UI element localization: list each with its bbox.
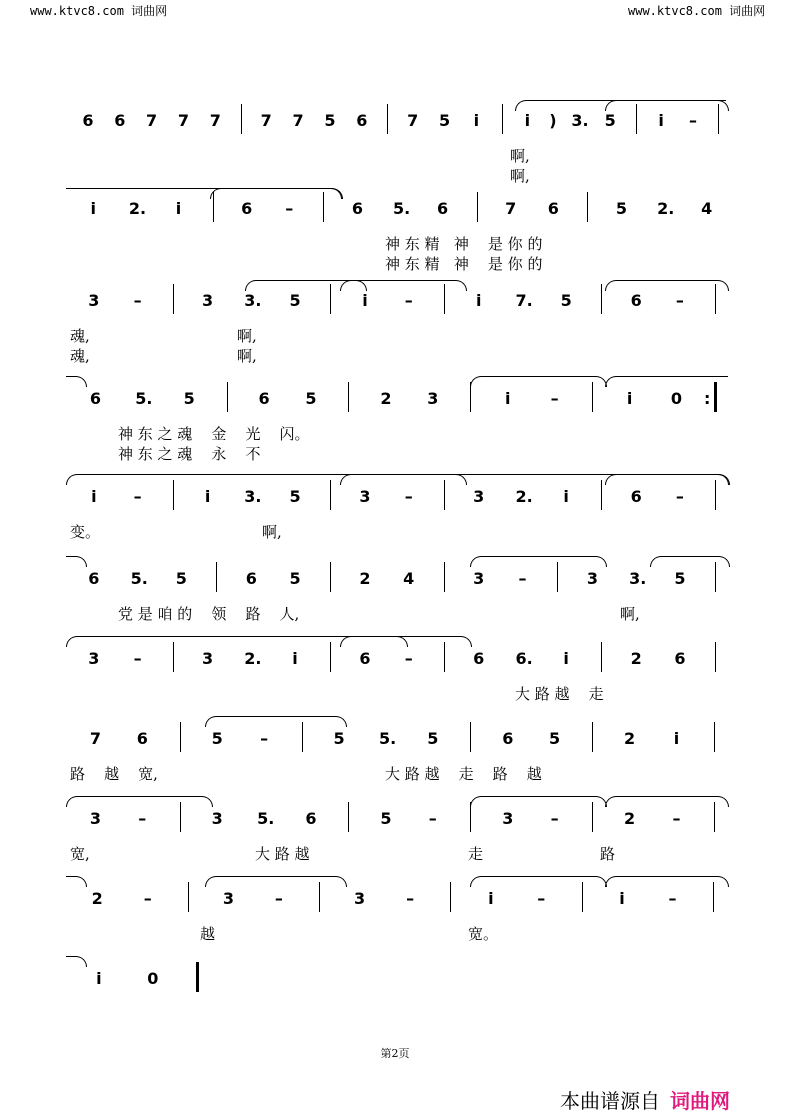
score-note: 5. bbox=[257, 809, 275, 828]
score-note: 6 bbox=[630, 487, 642, 506]
lyric-text: 大 路 越 走 bbox=[515, 685, 604, 703]
score-note: i bbox=[488, 889, 494, 908]
score-note: 3 bbox=[201, 291, 214, 310]
score-note: 3 bbox=[359, 487, 371, 506]
score-note: 5 bbox=[175, 569, 187, 588]
lyric-text: 宽, bbox=[70, 845, 90, 863]
score-note: – bbox=[404, 487, 413, 506]
score-note: – bbox=[406, 889, 415, 908]
score-note: 3 bbox=[88, 291, 100, 310]
barline bbox=[188, 882, 189, 912]
score-note: 6 bbox=[241, 199, 253, 218]
lyric-text: 魂, bbox=[70, 327, 90, 345]
repeat-colon: : bbox=[703, 389, 711, 408]
score-note: 5 bbox=[183, 389, 195, 408]
score-note: – bbox=[550, 389, 559, 408]
score-note: 7. bbox=[515, 291, 533, 310]
score-note: – bbox=[672, 809, 681, 828]
score-note: 5 bbox=[289, 487, 301, 506]
barline bbox=[227, 382, 228, 412]
score-note: 3. bbox=[244, 487, 262, 506]
tie-slur bbox=[470, 376, 607, 387]
score-note: i bbox=[626, 389, 633, 408]
tie-slur bbox=[605, 100, 729, 111]
score-note: i bbox=[505, 389, 511, 408]
barline bbox=[601, 642, 602, 672]
score-note: 2 bbox=[630, 649, 642, 668]
score-note: 7 bbox=[89, 729, 101, 748]
score-note: 3 bbox=[354, 889, 366, 908]
barline bbox=[180, 722, 181, 752]
lyric-text: 党 是 咱 的 领 路 人, bbox=[118, 605, 300, 623]
score-note: i bbox=[563, 649, 569, 668]
score-note: i bbox=[673, 729, 680, 748]
lyric-text: 神 东 精 神 是 你 的 bbox=[385, 255, 543, 273]
score-note: 5 bbox=[289, 291, 301, 310]
score-note: 5 bbox=[289, 569, 301, 588]
score-note: 6 bbox=[356, 111, 368, 130]
tie-slur bbox=[340, 474, 467, 485]
barline bbox=[601, 284, 602, 314]
score-note: 3 bbox=[201, 649, 214, 668]
lyric-text: 大 路 越 走 路 越 bbox=[385, 765, 542, 783]
barline bbox=[348, 802, 349, 832]
tie-slur bbox=[470, 556, 607, 567]
score-note: 3 bbox=[473, 569, 485, 588]
score-note: 6 bbox=[258, 389, 270, 408]
score-note: 0 bbox=[670, 389, 683, 408]
score-note: 6 bbox=[114, 111, 126, 130]
barline bbox=[587, 192, 588, 222]
score-note: 5 bbox=[324, 111, 336, 130]
score-note: 5 bbox=[333, 729, 345, 748]
score-note: i bbox=[292, 649, 298, 668]
score-note: i bbox=[473, 111, 480, 130]
score-note: 3 bbox=[427, 389, 439, 408]
score-note: 2 bbox=[380, 389, 392, 408]
tie-slur bbox=[605, 796, 729, 807]
score-note: i bbox=[362, 291, 368, 310]
score-note: 6 bbox=[674, 649, 686, 668]
barline bbox=[216, 562, 217, 592]
score-note: 2 bbox=[624, 729, 636, 748]
score-note: 4 bbox=[701, 199, 713, 218]
score-note: 5. bbox=[130, 569, 148, 588]
score-note: 3 bbox=[211, 809, 223, 828]
lyric-text: 走 bbox=[468, 845, 484, 863]
tie-slur bbox=[66, 376, 87, 387]
lyric-text: 啊, bbox=[237, 347, 257, 365]
tie-slur bbox=[340, 280, 467, 291]
score-note: 3 bbox=[89, 809, 101, 828]
score-note: i bbox=[175, 199, 182, 218]
score-note: 5 bbox=[305, 389, 317, 408]
score-note: 2. bbox=[244, 649, 262, 668]
score-note: 2 bbox=[624, 809, 636, 828]
score-note: 5 bbox=[560, 291, 572, 310]
tie-slur bbox=[605, 876, 729, 887]
score-note: – bbox=[668, 889, 677, 908]
score-note: – bbox=[550, 809, 559, 828]
score-note: i bbox=[619, 889, 625, 908]
score-note: 5. bbox=[393, 199, 411, 218]
tie-slur bbox=[470, 876, 607, 887]
score-note: – bbox=[133, 291, 142, 310]
lyric-text: 神 东 之 魂 金 光 闪。 bbox=[118, 425, 310, 443]
score-note: 6 bbox=[630, 291, 642, 310]
barline bbox=[470, 722, 471, 752]
lyric-text: 啊, bbox=[510, 167, 530, 185]
score-note: 2. bbox=[657, 199, 675, 218]
score-note: – bbox=[143, 889, 152, 908]
tie-slur bbox=[66, 556, 87, 567]
header-right: www.ktvc8.com 词曲网 bbox=[628, 4, 766, 18]
score-note: 6 bbox=[245, 569, 257, 588]
header-left: www.ktvc8.com 词曲网 bbox=[30, 4, 168, 18]
score-note: i bbox=[475, 291, 482, 310]
score-note: 7 bbox=[209, 111, 221, 130]
footer-brand[interactable]: 词曲网 bbox=[670, 1089, 730, 1113]
score-note: i bbox=[96, 969, 102, 988]
score-note: 5 bbox=[211, 729, 223, 748]
score-note: 6 bbox=[359, 649, 371, 668]
score-note: 6 bbox=[473, 649, 485, 668]
score-note: – bbox=[675, 291, 684, 310]
lyric-text: 啊, bbox=[237, 327, 257, 345]
score-note: 3 bbox=[88, 649, 100, 668]
lyric-text: 大 路 越 bbox=[255, 845, 310, 863]
score-note: 5 bbox=[439, 111, 451, 130]
tie-slur bbox=[66, 796, 213, 807]
score-note: 3 bbox=[222, 889, 234, 908]
lyric-text: 啊, bbox=[510, 147, 530, 165]
footer-text: 本曲谱源自 bbox=[560, 1089, 660, 1113]
score-note: – bbox=[537, 889, 546, 908]
score-note: 7 bbox=[407, 111, 419, 130]
tie-slur bbox=[205, 716, 347, 727]
barline bbox=[330, 562, 331, 592]
barline bbox=[450, 882, 451, 912]
score-note: 3. bbox=[629, 569, 647, 588]
score-note: i bbox=[524, 111, 531, 130]
score-note: 6 bbox=[351, 199, 363, 218]
score-note: 2 bbox=[359, 569, 371, 588]
tie-slur bbox=[205, 876, 347, 887]
score-note: 2. bbox=[515, 487, 533, 506]
score-note: 3 bbox=[586, 569, 598, 588]
tie-slur bbox=[605, 376, 728, 387]
lyric-text: 啊, bbox=[620, 605, 640, 623]
score-note: – bbox=[688, 111, 697, 130]
barline bbox=[502, 104, 503, 134]
score-note: 6 bbox=[82, 111, 94, 130]
score-note: – bbox=[133, 487, 142, 506]
score-note: 5 bbox=[674, 569, 686, 588]
score-note: 7 bbox=[260, 111, 272, 130]
score-note: i bbox=[90, 199, 97, 218]
score-note: – bbox=[260, 729, 269, 748]
lyric-text: 变。 bbox=[70, 523, 101, 541]
score-note: 7 bbox=[146, 111, 158, 130]
score-note: 5 bbox=[549, 729, 561, 748]
lyric-text: 魂, bbox=[70, 347, 90, 365]
score-note: 6 bbox=[89, 389, 101, 408]
barline bbox=[715, 642, 716, 672]
barline bbox=[196, 962, 199, 992]
score-note: 7 bbox=[292, 111, 304, 130]
score-note: – bbox=[518, 569, 527, 588]
tie-slur bbox=[650, 556, 730, 567]
score-note: – bbox=[138, 809, 147, 828]
score-note: – bbox=[428, 809, 437, 828]
score-note: 7 bbox=[505, 199, 517, 218]
barline bbox=[173, 284, 174, 314]
score-note: 6 bbox=[437, 199, 449, 218]
barline bbox=[592, 722, 593, 752]
score-note: i bbox=[563, 487, 569, 506]
tie-slur bbox=[605, 474, 729, 485]
score-note: 3 bbox=[502, 809, 514, 828]
page-number: 第2页 bbox=[380, 1047, 410, 1060]
score-note: 4 bbox=[403, 569, 415, 588]
lyric-text: 神 东 精 神 是 你 的 bbox=[385, 235, 543, 253]
barline bbox=[348, 382, 349, 412]
tie-slur bbox=[605, 280, 729, 291]
lyric-text: 神 东 之 魂 永 不 bbox=[118, 445, 261, 463]
lyric-text: 啊, bbox=[262, 523, 282, 541]
lyric-text: 越 bbox=[200, 925, 216, 943]
score-note: ) bbox=[549, 111, 557, 130]
score-note: – bbox=[675, 487, 684, 506]
score-note: 5 bbox=[380, 809, 392, 828]
score-note: – bbox=[274, 889, 283, 908]
score-note: 2 bbox=[91, 889, 103, 908]
score-note: i bbox=[658, 111, 664, 130]
barline bbox=[387, 104, 388, 134]
score-note: 6 bbox=[88, 569, 100, 588]
score-note: 7 bbox=[177, 111, 190, 130]
tie-slur bbox=[210, 188, 342, 199]
footer bbox=[560, 1085, 730, 1114]
score-note: 6 bbox=[305, 809, 317, 828]
barline bbox=[444, 562, 445, 592]
score-note: – bbox=[404, 291, 413, 310]
score-note: 3. bbox=[571, 111, 589, 130]
barline bbox=[714, 722, 715, 752]
tie-slur bbox=[470, 796, 607, 807]
score-note: i bbox=[204, 487, 211, 506]
tie-slur bbox=[340, 636, 472, 647]
score-note: – bbox=[285, 199, 294, 218]
score-note: 3. bbox=[244, 291, 262, 310]
score-note: 5 bbox=[615, 199, 628, 218]
lyric-text: 路 bbox=[600, 845, 616, 863]
score-note: 5 bbox=[427, 729, 439, 748]
barline bbox=[241, 104, 242, 134]
score-note: – bbox=[133, 649, 142, 668]
lyric-text: 宽。 bbox=[468, 925, 499, 943]
score-note: 5. bbox=[378, 729, 397, 748]
score-note: 5 bbox=[604, 111, 616, 130]
score-note: 2. bbox=[128, 199, 147, 218]
barline bbox=[477, 192, 478, 222]
tie-slur bbox=[66, 956, 87, 967]
tie-slur bbox=[66, 876, 87, 887]
score-note: 6 bbox=[136, 729, 148, 748]
score-note: 3 bbox=[473, 487, 485, 506]
score-note: – bbox=[404, 649, 413, 668]
score-note: i bbox=[91, 487, 97, 506]
score-note: 0 bbox=[147, 969, 159, 988]
score-note: 6. bbox=[515, 649, 533, 668]
score-note: 6 bbox=[547, 199, 559, 218]
score-note: 6 bbox=[502, 729, 514, 748]
lyric-text: 路 越 宽, bbox=[70, 765, 158, 783]
score-note: 5. bbox=[135, 389, 153, 408]
